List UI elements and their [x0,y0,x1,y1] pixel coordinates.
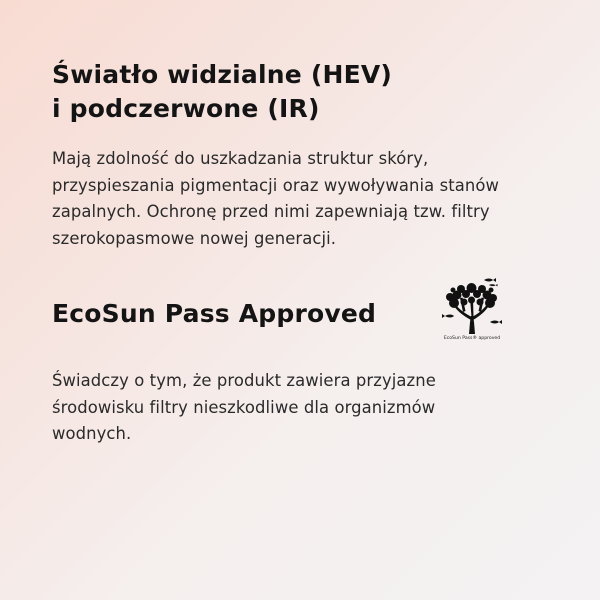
badge-caption: EcoSun Pass® approved [443,336,501,341]
section-description-ecosun [52,368,562,448]
paragraph-line: środowisku filtry nieszkodliwe dla organizmów [52,397,436,417]
section-description-hev-ir [52,146,562,252]
paragraph-line: Świadczy o tym, że produkt zawiera przyjazne [52,371,436,390]
section-heading-hev-ir [52,58,562,126]
section-heading-ecosun [52,297,376,331]
ecosun-section-header [52,288,562,348]
coral-reef-fish-icon [440,276,504,336]
heading-line: i podczerwone (IR) [52,94,320,123]
paragraph-line: Mają zdolność do uszkadzania struktur skóry, [52,149,429,168]
paragraph-line: szerokopasmowe nowej generacji. [52,228,337,248]
ecosun-badge [440,276,504,348]
paragraph-line: wodnych. [52,424,132,443]
paragraph-line: zapalnych. Ochronę przed nimi zapewniają tzw. filtry [52,202,490,221]
paragraph-line: przyspieszania pigmentacji oraz wywoływania stanów [52,175,500,195]
heading-line: EcoSun Pass Approved [52,299,377,328]
content-container [52,58,562,448]
heading-line: Światło widzialne (HEV) [52,60,393,89]
